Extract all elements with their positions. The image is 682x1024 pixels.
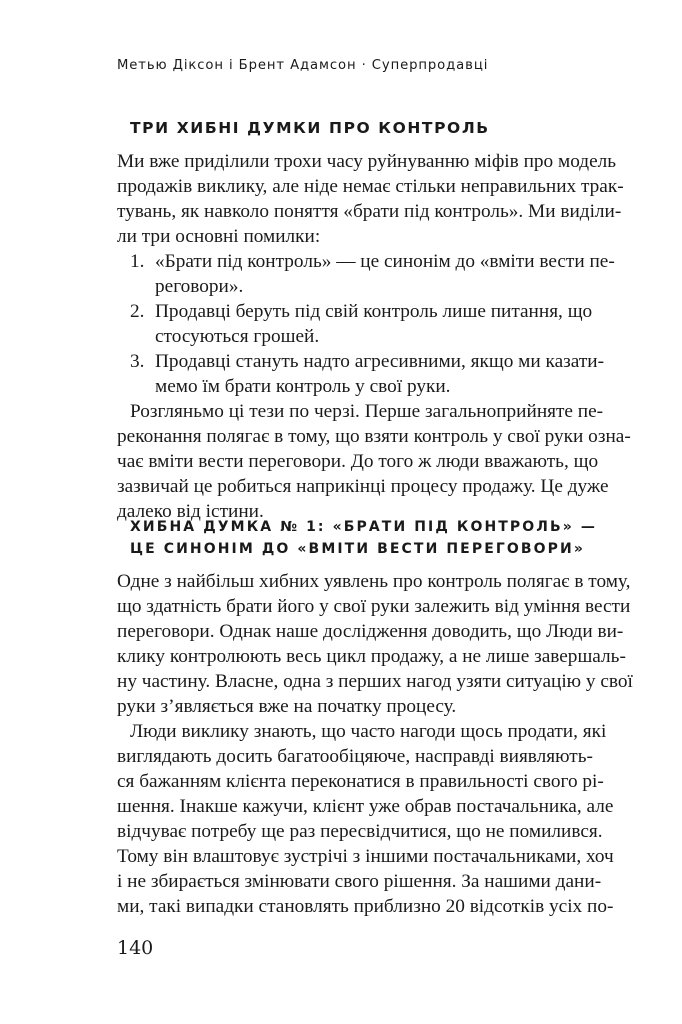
paragraph-line: Люди виклику знають, що часто нагоди щось продати, які bbox=[130, 721, 607, 742]
paragraph-line: далеко від істини. bbox=[117, 501, 264, 522]
list-item-line: реговори». bbox=[155, 276, 244, 297]
page-number: 140 bbox=[117, 937, 154, 959]
paragraph-line: реконання полягає в тому, що взяти контроль у свої руки озна- bbox=[117, 426, 631, 447]
paragraph-line: Тому він влаштовує зустрічі з іншими постачальниками, хоч bbox=[117, 846, 614, 867]
list-number: 1. bbox=[130, 251, 145, 272]
subsection-heading-line: ХИБНА ДУМКА № 1: «БРАТИ ПІД КОНТРОЛЬ» — bbox=[130, 519, 597, 535]
paragraph-line: клику контролюють весь цикл продажу, а не лише завершаль- bbox=[117, 646, 626, 667]
list-number: 3. bbox=[130, 351, 145, 372]
list-item-line: «Брати під контроль» — це синонім до «вміти вести пе- bbox=[155, 251, 615, 272]
paragraph-line: відчуває потребу ще раз пересвідчитися, що не помилився. bbox=[117, 821, 603, 842]
paragraph-line: Одне з найбільш хибних уявлень про контроль полягає в тому, bbox=[117, 571, 631, 592]
list-item-line: Продавці беруть під свій контроль лише питання, що bbox=[155, 301, 593, 322]
paragraph-line: ну частину. Власне, одна з перших нагод узяти ситуацію у свої bbox=[117, 671, 633, 692]
paragraph-line: продажів виклику, але ніде немає стільки неправильних трак- bbox=[117, 176, 624, 197]
paragraph-line: ли три основні помилки: bbox=[117, 226, 321, 247]
subsection-heading-line: ЦЕ СИНОНІМ ДО «ВМІТИ ВЕСТИ ПЕРЕГОВОРИ» bbox=[130, 541, 585, 557]
paragraph-line: Розгляньмо ці тези по черзі. Перше загальноприйняте пе- bbox=[130, 401, 604, 422]
paragraph-line: і не збирається змінювати свого рішення. За нашими дани- bbox=[117, 871, 602, 892]
running-head: Метью Діксон і Брент Адамсон · Суперпродавці bbox=[117, 58, 489, 73]
list-item-line: Продавці стануть надто агресивними, якщо ми казати- bbox=[155, 351, 604, 372]
paragraph-line: руки з’являється вже на початку процесу. bbox=[117, 696, 457, 717]
paragraph-line: шення. Інакше кажучи, клієнт уже обрав постачальника, але bbox=[117, 796, 614, 817]
paragraph-line: виглядають досить багатообіцяюче, насправді виявляють- bbox=[117, 746, 593, 767]
paragraph-line: чає вміти вести переговори. До того ж люди вважають, що bbox=[117, 451, 599, 472]
paragraph-line: зазвичай це робиться наприкінці процесу продажу. Це дуже bbox=[117, 476, 609, 497]
paragraph-line: Ми вже приділили трохи часу руйнуванню міфів про модель bbox=[117, 151, 617, 172]
paragraph-line: ми, такі випадки становлять приблизно 20 відсотків усіх по- bbox=[117, 896, 614, 917]
paragraph-line: тувань, як навколо поняття «брати під контроль». Ми виділи- bbox=[117, 201, 622, 222]
list-item-line: мемо їм брати контроль у свої руки. bbox=[155, 376, 451, 397]
paragraph-line: ся бажанням клієнта переконатися в правильності свого рі- bbox=[117, 771, 604, 792]
paragraph-line: що здатність брати його у свої руки залежить від уміння вести bbox=[117, 596, 631, 617]
list-number: 2. bbox=[130, 301, 145, 322]
section-heading: ТРИ ХИБНІ ДУМКИ ПРО КОНТРОЛЬ bbox=[130, 119, 490, 137]
list-item-line: стосуються грошей. bbox=[155, 326, 320, 347]
paragraph-line: переговори. Однак наше дослідження доводить, що Люди ви- bbox=[117, 621, 624, 642]
